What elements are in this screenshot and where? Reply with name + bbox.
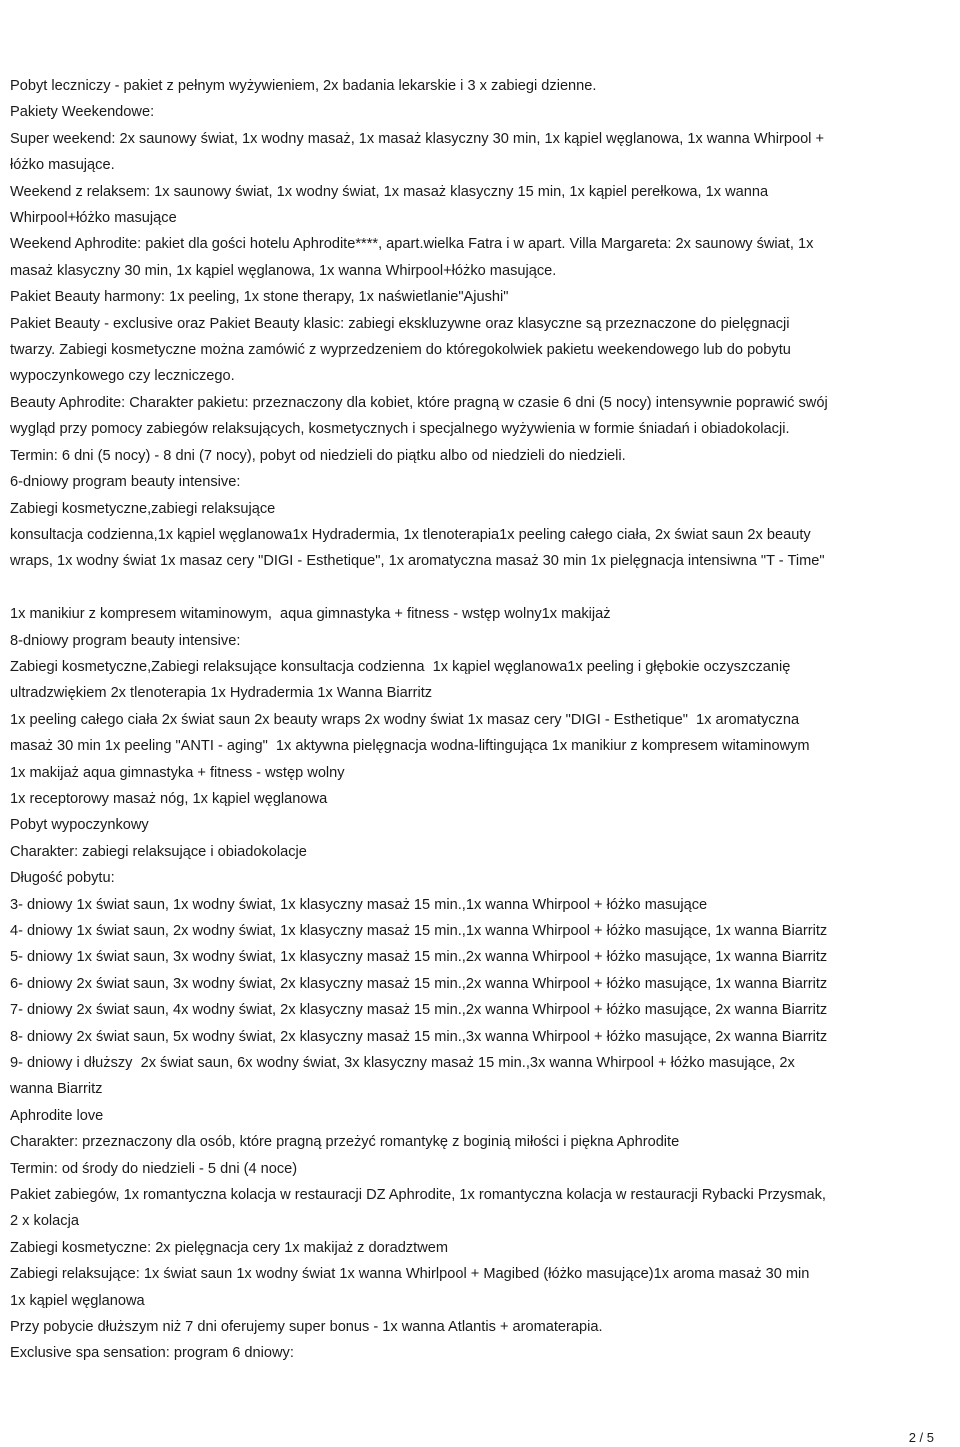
text-line: 1x manikiur z kompresem witaminowym, aqua gimnastyka + fitness - wstęp wolny1x makijaż [10,606,611,623]
text-line: Pakiety Weekendowe: [10,104,155,121]
page-number: 2 / 5 [908,1430,934,1445]
text-line: 6- dniowy 2x świat saun, 3x wodny świat, 2x klasyczny masaż 15 min.,2x wanna Whirpool + łóżko masujące, 1x wanna Biarritz [10,975,828,992]
text-line: 8-dniowy program beauty intensive: [10,632,241,649]
text-line: Charakter: zabiegi relaksujące i obiadokolacje [10,843,307,860]
text-line: Exclusive spa sensation: program 6 dniowy: [10,1345,294,1362]
text-line: Termin: 6 dni (5 nocy) - 8 dni (7 nocy), pobyt od niedzieli do piątku albo od niedzieli do niedzieli. [10,447,626,464]
text-line: 5- dniowy 1x świat saun, 3x wodny świat, 1x klasyczny masaż 15 min.,2x wanna Whirpool + łóżko masujące, 1x wanna Biarritz [10,949,828,966]
text-line: Termin: od środy do niedzieli - 5 dni (4 noce) [10,1160,298,1177]
text-line: Zabiegi kosmetyczne,zabiegi relaksujące [10,500,276,517]
text-line: łóżko masujące. [10,157,115,174]
text-line: 4- dniowy 1x świat saun, 2x wodny świat, 1x klasyczny masaż 15 min.,1x wanna Whirpool + łóżko masujące, 1x wanna Biarritz [10,922,828,939]
text-line: konsultacja codzienna,1x kąpiel węglanowa1x Hydradermia, 1x tlenoterapia1x peeling całego ciała, 2x świat saun 2x beauty [10,526,811,543]
text-line: masaż klasyczny 30 min, 1x kąpiel węglanowa, 1x wanna Whirpool+łóżko masujące. [10,262,557,279]
text-line: 1x makijaż aqua gimnastyka + fitness - wstęp wolny [10,764,345,781]
text-line: Pobyt wypoczynkowy [10,817,149,834]
text-line [10,575,955,601]
text-line: Charakter: przeznaczony dla osób, które pragną przeżyć romantykę z boginią miłości i piękna Aphrodite [10,1134,680,1151]
text-line: Weekend Aphrodite: pakiet dla gości hotelu Aphrodite****, apart.wielka Fatra i w apart. Villa Margareta: 2x saunowy świat, 1x [10,236,814,253]
text-line: Whirpool+łóżko masujące [10,210,177,227]
text-line: wypoczynkowego czy leczniczego. [10,368,235,385]
text-line: Pakiet Beauty - exclusive oraz Pakiet Beauty klasic: zabiegi ekskluzywne oraz klasyczne są przeznaczone do pielęgnacji [10,315,790,332]
text-line: Długość pobytu: [10,870,115,887]
text-line: Pakiet Beauty harmony: 1x peeling, 1x stone therapy, 1x naświetlanie"Ajushi" [10,289,509,306]
text-line: Weekend z relaksem: 1x saunowy świat, 1x wodny świat, 1x masaż klasyczny 15 min, 1x kąpiel perełkowa, 1x wanna [10,183,769,200]
document-body [10,73,955,1367]
text-line: wanna Biarritz [10,1081,103,1098]
text-line: wygląd przy pomocy zabiegów relaksujących, kosmetycznych i specjalnego wyżywienia w formie śniadań i obiadokolacji. [10,421,790,438]
text-line: 6-dniowy program beauty intensive: [10,474,241,491]
text-line: 1x receptorowy masaż nóg, 1x kąpiel węglanowa [10,790,328,807]
text-line: 8- dniowy 2x świat saun, 5x wodny świat, 2x klasyczny masaż 15 min.,3x wanna Whirpool + łóżko masujące, 2x wanna Biarritz [10,1028,828,1045]
text-line: Zabiegi kosmetyczne,Zabiegi relaksujące konsultacja codzienna 1x kąpiel węglanowa1x peeling i głębokie oczyszczanię [10,658,791,675]
text-line: 1x kąpiel węglanowa [10,1292,145,1309]
text-line: 3- dniowy 1x świat saun, 1x wodny świat, 1x klasyczny masaż 15 min.,1x wanna Whirpool + łóżko masujące [10,896,708,913]
text-line: Super weekend: 2x saunowy świat, 1x wodny masaż, 1x masaż klasyczny 30 min, 1x kąpiel węglanowa, 1x wanna Whirpool + [10,130,825,147]
text-line: Zabiegi kosmetyczne: 2x pielęgnacja cery 1x makijaż z doradztwem [10,1239,449,1256]
text-line: Beauty Aphrodite: Charakter pakietu: przeznaczony dla kobiet, które pragną w czasie 6 dni (5 nocy) intensywnie poprawić swój [10,394,828,411]
text-line: twarzy. Zabiegi kosmetyczne można zamówić z wyprzedzeniem do któregokolwiek pakietu weekendowego lub do pobytu [10,342,791,359]
text-line: Pobyt leczniczy - pakiet z pełnym wyżywieniem, 2x badania lekarskie i 3 x zabiegi dzienne. [10,78,597,94]
text-line: Aphrodite love [10,1107,104,1124]
text-line: wraps, 1x wodny świat 1x masaz cery "DIGI - Esthetique", 1x aromatyczna masaż 30 min 1x pielęgnacja intensiwna "T - Time" [10,553,825,570]
text-line: 1x peeling całego ciała 2x świat saun 2x beauty wraps 2x wodny świat 1x masaz cery "DIGI - Esthetique" 1x aromatyczna [10,711,800,728]
text-line: Zabiegi relaksujące: 1x świat saun 1x wodny świat 1x wanna Whirlpool + Magibed (łóżko masujące)1x aroma masaż 30 min [10,1266,810,1283]
text-line: Przy pobycie dłuższym niż 7 dni oferujemy super bonus - 1x wanna Atlantis + aromaterapia. [10,1319,603,1336]
text-line: ultradzwiękiem 2x tlenoterapia 1x Hydradermia 1x Wanna Biarritz [10,685,433,702]
text-line: 9- dniowy i dłuższy 2x świat saun, 6x wodny świat, 3x klasyczny masaż 15 min.,3x wanna Whirpool + łóżko masujące, 2x [10,1055,795,1072]
text-line: 7- dniowy 2x świat saun, 4x wodny świat, 2x klasyczny masaż 15 min.,2x wanna Whirpool + łóżko masujące, 2x wanna Biarritz [10,1002,828,1019]
text-line: masaż 30 min 1x peeling "ANTI - aging" 1x aktywna pielęgnacja wodna-liftingująca 1x manikiur z kompresem witaminowym [10,738,810,755]
text-line: 2 x kolacja [10,1213,79,1230]
text-line: Pakiet zabiegów, 1x romantyczna kolacja w restauracji DZ Aphrodite, 1x romantyczna kolacja w restauracji Rybacki Przysmak, [10,1187,826,1204]
